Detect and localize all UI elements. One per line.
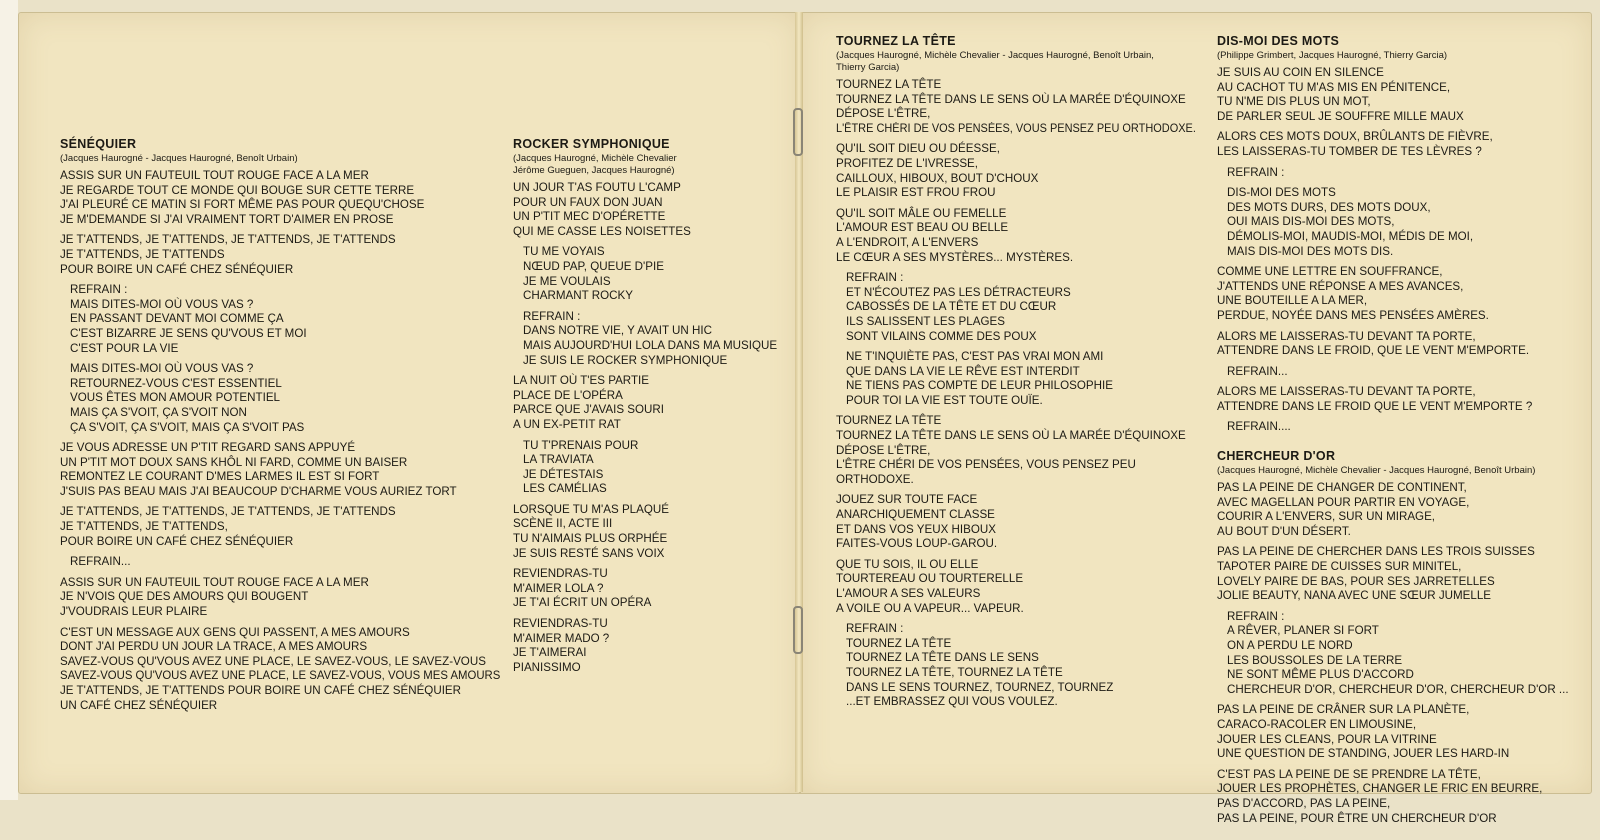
lyrics-column-rocker-symphonique: [513, 137, 778, 689]
lyric-line: DÉPOSE L'ÊTRE,: [836, 443, 931, 457]
stanza: [1217, 66, 1587, 124]
stanza: [1217, 768, 1587, 826]
lyric-line: NŒUD PAP, QUEUE D'PIE: [523, 259, 664, 273]
lyric-line: JOUEZ SUR TOUTE FACE: [836, 493, 978, 507]
lyric-line: MAIS ÇA S'VOIT, ÇA S'VOIT NON: [70, 405, 247, 419]
lyric-line: TOURNEZ LA TÊTE DANS LE SENS OÙ LA MARÉE D'ÉQUINOXE: [836, 92, 1186, 106]
stanza: [836, 414, 1196, 487]
lyric-line: UN P'TIT MEC D'OPÉRETTE: [513, 210, 666, 224]
lyric-line: JE DÉTESTAIS: [523, 467, 604, 481]
stanza: [1217, 365, 1587, 380]
lyric-line: PIANISSIMO: [513, 660, 581, 674]
lyric-line: REFRAIN :: [1227, 165, 1285, 179]
lyric-line: TU N'AIMAIS PLUS ORPHÉE: [513, 532, 668, 546]
credit-line: (Jacques Haurogné, Michèle Chevalier - Jacques Haurogné, Benoît Urbain,: [836, 50, 1154, 61]
lyric-line: TU N'ME DIS PLUS UN MOT,: [1217, 95, 1371, 109]
lyric-line: AU BOUT D'UN DÉSERT.: [1217, 524, 1351, 538]
song-credits: [60, 153, 500, 165]
scan-edge: [0, 0, 18, 800]
stanza: [836, 493, 1196, 551]
lyric-line: REMONTEZ LE COURANT D'MES LARMES IL EST SI FORT: [60, 470, 380, 484]
lyric-line: LA TRAVIATA: [523, 453, 594, 467]
lyric-line: JE T'ATTENDS, JE T'ATTENDS,: [60, 520, 228, 534]
lyric-line: JE T'AIMERAI: [513, 646, 587, 660]
lyric-line: LORSQUE TU M'AS PLAQUÉ: [513, 502, 669, 516]
lyric-line: PAS LA PEINE DE CHANGER DE CONTINENT,: [1217, 481, 1467, 495]
lyrics-column-senequier: [60, 137, 500, 727]
lyric-line: L'AMOUR A SES VALEURS: [836, 587, 981, 600]
stanza: [60, 441, 500, 499]
stanza: [1217, 330, 1587, 359]
credit-line: Jérôme Gueguen, Jacques Haurogné): [513, 165, 675, 176]
lyric-line: M'AIMER LOLA ?: [513, 581, 604, 595]
lyric-line: REFRAIN...: [1227, 364, 1288, 378]
lyric-line: ON A PERDU LE NORD: [1227, 639, 1353, 652]
lyric-line: DANS NOTRE VIE, Y AVAIT UN HIC: [523, 324, 712, 338]
lyric-line: REFRAIN :: [523, 309, 581, 323]
credit-line: (Jacques Haurogné - Jacques Haurogné, Benoît Urbain): [60, 153, 298, 164]
stanza: [1217, 265, 1587, 323]
lyric-line: LES BOUSSOLES DE LA TERRE: [1227, 653, 1403, 667]
lyric-line: PARCE QUE J'AVAIS SOURI: [513, 403, 665, 417]
stanza: [513, 310, 778, 368]
lyric-line: JE T'ATTENDS, JE T'ATTENDS, JE T'ATTENDS, JE T'ATTENDS: [60, 233, 396, 247]
stanza: [513, 245, 778, 303]
stanza: [1217, 481, 1587, 539]
lyric-line: JE REGARDE TOUT CE MONDE QUI BOUGE SUR CETTE TERRE: [60, 183, 415, 197]
stanza: [60, 576, 500, 620]
song-block: [513, 137, 778, 675]
lyric-line: J'ATTENDS UNE RÉPONSE A MES AVANCES,: [1217, 279, 1464, 293]
lyric-line: C'EST POUR LA VIE: [70, 341, 179, 355]
lyric-line: REVIENDRAS-TU: [513, 567, 608, 581]
lyrics-column-dis-moi-chercheur: [1217, 34, 1587, 840]
lyric-line: LOVELY PAIRE DE BAS, POUR SES JARRETELLES: [1217, 574, 1495, 588]
lyric-line: DÉMOLIS-MOI, MAUDIS-MOI, MÉDIS DE MOI,: [1227, 229, 1474, 243]
lyric-line: JOLIE BEAUTY, NANA AVEC UNE SŒUR JUMELLE: [1217, 589, 1492, 603]
lyric-line: JE SUIS RESTÉ SANS VOIX: [513, 546, 665, 560]
lyric-line: ASSIS SUR UN FAUTEUIL TOUT ROUGE FACE A LA MER: [60, 169, 369, 182]
lyric-line: POUR TOI LA VIE EST TOUTE OUÏE.: [846, 393, 1043, 407]
lyric-line: UN JOUR T'AS FOUTU L'CAMP: [513, 181, 681, 194]
stanza: [513, 374, 778, 432]
lyric-line: OUI MAIS DIS-MOI DES MOTS,: [1227, 215, 1395, 229]
lyric-line: DES MOTS DURS, DES MOTS DOUX,: [1227, 200, 1431, 214]
lyric-line: EN PASSANT DEVANT MOI COMME ÇA: [70, 312, 284, 326]
lyric-line: ORTHODOXE.: [836, 472, 914, 486]
lyric-line: COURIR A L'ENVERS, SUR UN MIRAGE,: [1217, 510, 1436, 524]
lyric-line: SONT VILAINS COMME DES POUX: [846, 329, 1037, 343]
lyric-line: TAPOTER PAIRE DE CUISSES SUR MINITEL,: [1217, 560, 1462, 574]
lyric-line: UN P'TIT MOT DOUX SANS KHÔL NI FARD, COMME UN BAISER: [60, 455, 408, 469]
stanza: [836, 622, 1196, 710]
lyric-line: J'VOUDRAIS LEUR PLAIRE: [60, 605, 208, 619]
stanza: [513, 181, 778, 239]
lyric-line: TOURNEZ LA TÊTE DANS LE SENS OÙ LA MARÉE D'ÉQUINOXE: [836, 429, 1186, 443]
credit-line: (Jacques Haurogné, Michèle Chevalier: [513, 153, 677, 164]
lyric-line: CABOSSÉS DE LA TÊTE ET DU CŒUR: [846, 300, 1057, 314]
stanza: [836, 350, 1196, 408]
lyric-line: UNE QUESTION DE STANDING, JOUER LES HARD-IN: [1217, 747, 1510, 761]
lyric-line: ILS SALISSENT LES PLAGES: [846, 314, 1005, 328]
lyric-line: L'ÊTRE CHÉRI DE VOS PENSÉES, VOUS PENSEZ PEU ORTHODOXE.: [836, 121, 1196, 135]
stanza: [60, 362, 500, 435]
lyric-line: REFRAIN :: [846, 271, 904, 285]
lyric-line: J'SUIS PAS BEAU MAIS J'AI BEAUCOUP D'CHARME VOUS AURIEZ TORT: [60, 484, 457, 498]
lyric-line: POUR BOIRE UN CAFÉ CHEZ SÉNÉQUIER: [60, 534, 294, 548]
song-credits: [836, 50, 1196, 74]
stanza: [60, 283, 500, 356]
lyric-line: MAIS DIS-MOI DES MOTS DIS.: [1227, 244, 1394, 258]
lyric-line: JE SUIS LE ROCKER SYMPHONIQUE: [523, 353, 728, 367]
lyric-line: QU'IL SOIT MÂLE OU FEMELLE: [836, 206, 1007, 220]
song-credits: [1217, 50, 1587, 62]
lyric-line: ATTENDRE DANS LE FROID, QUE LE VENT M'EMPORTE.: [1217, 344, 1530, 358]
lyric-line: QUE TU SOIS, IL OU ELLE: [836, 557, 979, 571]
lyric-line: SAVEZ-VOUS QU'VOUS AVEZ UNE PLACE, LE SAVEZ-VOUS, VOUS MES AMOURS: [60, 669, 501, 683]
credit-line: (Jacques Haurogné, Michèle Chevalier - Jacques Haurogné, Benoît Urbain): [1217, 465, 1536, 477]
lyric-line: ET N'ÉCOUTEZ PAS LES DÉTRACTEURS: [846, 285, 1071, 299]
lyric-line: ANARCHIQUEMENT CLASSE: [836, 508, 995, 522]
stanza: [836, 271, 1196, 344]
lyric-line: A UN EX-PETIT RAT: [513, 417, 621, 431]
lyric-line: AU CACHOT TU M'AS MIS EN PÉNITENCE,: [1217, 80, 1451, 94]
stanza: [836, 78, 1196, 136]
lyric-line: PERDUE, NOYÉE DANS MES PENSÉES AMÈRES.: [1217, 308, 1489, 322]
lyric-line: JE VOUS ADRESSE UN P'TIT REGARD SANS APPUYÉ: [60, 441, 356, 455]
stanza: [513, 503, 778, 561]
stanza: [60, 169, 500, 227]
song-title: SÉNÉQUIER: [60, 137, 137, 151]
lyric-line: JOUER LES PROPHÈTES, CHANGER LE FRIC EN BEURRE,: [1217, 782, 1543, 796]
stanza: [513, 439, 778, 497]
lyric-line: PLACE DE L'OPÉRA: [513, 388, 623, 402]
lyric-line: PAS D'ACCORD, PAS LA PEINE,: [1217, 796, 1391, 810]
lyric-line: CAILLOUX, HIBOUX, BOUT D'CHOUX: [836, 171, 1039, 185]
lyric-line: DÉPOSE L'ÊTRE,: [836, 107, 931, 121]
lyric-line: REFRAIN :: [846, 622, 904, 636]
lyric-line: REFRAIN :: [1227, 609, 1285, 623]
lyric-line: SAVEZ-VOUS QU'VOUS AVEZ UNE PLACE, LE SAVEZ-VOUS, LE SAVEZ-VOUS: [60, 654, 486, 668]
lyric-line: PAS LA PEINE DE CHERCHER DANS LES TROIS SUISSES: [1217, 545, 1535, 559]
stanza: [1217, 545, 1587, 603]
lyric-line: REFRAIN :: [70, 283, 128, 297]
stanza: [1217, 186, 1587, 259]
song-title: TOURNEZ LA TÊTE: [836, 34, 956, 48]
lyric-line: REVIENDRAS-TU: [513, 617, 608, 631]
lyric-line: DE PARLER SEUL JE SOUFFRE MILLE MAUX: [1217, 109, 1464, 123]
song-block: [1217, 34, 1587, 435]
stanza: [1217, 420, 1587, 435]
lyric-line: POUR BOIRE UN CAFÉ CHEZ SÉNÉQUIER: [60, 262, 294, 276]
lyric-line: JE T'ATTENDS, JE T'ATTENDS, JE T'ATTENDS, JE T'ATTENDS: [60, 505, 396, 519]
stanza: [1217, 703, 1587, 761]
lyric-line: C'EST BIZARRE JE SENS QU'VOUS ET MOI: [70, 326, 307, 340]
lyric-line: REFRAIN....: [1227, 420, 1291, 434]
song-credits: [513, 153, 778, 177]
stanza: [60, 505, 500, 549]
stanza: [1217, 130, 1587, 159]
lyric-line: DANS LE SENS TOURNEZ, TOURNEZ, TOURNEZ: [846, 680, 1114, 694]
lyric-line: TOURNEZ LA TÊTE: [836, 78, 942, 91]
lyric-line: JE ME VOULAIS: [523, 274, 611, 288]
lyric-line: TOURTEREAU OU TOURTERELLE: [836, 572, 1024, 586]
lyric-line: ATTENDRE DANS LE FROID QUE LE VENT M'EMPORTE ?: [1217, 399, 1533, 413]
lyric-line: L'ÊTRE CHÉRI DE VOS PENSÉES, VOUS PENSEZ PEU: [836, 458, 1136, 472]
lyric-line: SCÈNE II, ACTE III: [513, 517, 613, 531]
lyric-line: LE CŒUR A SES MYSTÈRES... MYSTÈRES.: [836, 250, 1074, 264]
lyric-line: LE PLAISIR EST FROU FROU: [836, 186, 996, 200]
lyric-line: COMME UNE LETTRE EN SOUFFRANCE,: [1217, 265, 1443, 279]
lyric-line: MAIS DITES-MOI OÙ VOUS VAS ?: [70, 362, 254, 376]
lyric-line: ALORS ME LAISSERAS-TU DEVANT TA PORTE,: [1217, 329, 1476, 343]
lyric-line: JE SUIS AU COIN EN SILENCE: [1217, 66, 1384, 79]
lyric-line: PAS LA PEINE, POUR ÊTRE UN CHERCHEUR D'OR: [1217, 811, 1497, 825]
lyric-line: NE TIENS PAS COMPTE DE LEUR PHILOSOPHIE: [846, 379, 1113, 393]
stanza: [1217, 385, 1587, 414]
lyric-line: ET DANS VOS YEUX HIBOUX: [836, 522, 996, 536]
stanza: [513, 617, 778, 675]
lyric-line: FAITES-VOUS LOUP-GAROU.: [836, 537, 998, 551]
lyric-line: NE SONT MÊME PLUS D'ACCORD: [1227, 668, 1414, 682]
lyric-line: JE M'DEMANDE SI J'AI VRAIMENT TORT D'AIMER EN PROSE: [60, 212, 394, 226]
lyric-line: A RÊVER, PLANER SI FORT: [1227, 624, 1379, 638]
lyric-line: JE T'ATTENDS, JE T'ATTENDS: [60, 247, 225, 261]
stanza: [60, 626, 500, 714]
lyric-line: JE T'ATTENDS, JE T'ATTENDS POUR BOIRE UN CAFÉ CHEZ SÉNÉQUIER: [60, 684, 462, 697]
song-title: DIS-MOI DES MOTS: [1217, 34, 1340, 48]
lyric-line: ...ET EMBRASSEZ QUI VOUS VOULEZ.: [846, 695, 1058, 709]
lyric-line: TOURNEZ LA TÊTE DANS LE SENS: [846, 651, 1039, 665]
lyric-line: DIS-MOI DES MOTS: [1227, 186, 1336, 200]
stanza: [513, 567, 778, 611]
credit-line: Thierry Garcia): [836, 62, 900, 73]
lyric-line: RETOURNEZ-VOUS C'EST ESSENTIEL: [70, 376, 282, 390]
lyric-line: A L'ENDROIT, A L'ENVERS: [836, 235, 979, 249]
lyric-line: LES LAISSERAS-TU TOMBER DE TES LÈVRES ?: [1217, 144, 1482, 158]
lyrics-column-tournez-la-tete: [836, 34, 1196, 724]
lyric-line: TU ME VOYAIS: [523, 245, 605, 259]
lyric-line: L'AMOUR EST BEAU OU BELLE: [836, 221, 1009, 235]
lyric-line: UN CAFÉ CHEZ SÉNÉQUIER: [60, 698, 218, 712]
staple-bottom: [793, 606, 803, 654]
lyric-line: LES CAMÉLIAS: [523, 482, 607, 496]
lyric-line: JE T'AI ÉCRIT UN OPÉRA: [513, 596, 652, 610]
lyric-line: PAS LA PEINE DE CRÂNER SUR LA PLANÈTE,: [1217, 703, 1470, 717]
lyric-line: MAIS AUJOURD'HUI LOLA DANS MA MUSIQUE: [523, 338, 778, 352]
lyric-line: QUE DANS LA VIE LE RÊVE EST INTERDIT: [846, 364, 1080, 378]
lyric-line: NE T'INQUIÈTE PAS, C'EST PAS VRAI MON AMI: [846, 350, 1104, 364]
lyric-line: PROFITEZ DE L'IVRESSE,: [836, 156, 979, 170]
lyric-line: ALORS CES MOTS DOUX, BRÛLANTS DE FIÈVRE,: [1217, 130, 1493, 144]
lyric-line: POUR UN FAUX DON JUAN: [513, 195, 663, 209]
lyric-line: QUI ME CASSE LES NOISETTES: [513, 224, 691, 238]
stanza: [836, 207, 1196, 265]
lyric-line: JE N'VOIS QUE DES AMOURS QUI BOUGENT: [60, 590, 309, 604]
lyric-line: MAIS DITES-MOI OÙ VOUS VAS ?: [70, 297, 254, 311]
song-block: [836, 34, 1196, 710]
lyric-line: ASSIS SUR UN FAUTEUIL TOUT ROUGE FACE A LA MER: [60, 575, 369, 589]
stanza: [836, 142, 1196, 200]
stanza: [60, 555, 500, 570]
song-block: [1217, 449, 1587, 826]
lyric-line: VOUS ÊTES MON AMOUR POTENTIEL: [70, 391, 281, 405]
lyric-line: M'AIMER MADO ?: [513, 631, 610, 645]
lyric-line: TU T'PRENAIS POUR: [523, 438, 639, 452]
lyric-line: CARACO-RACOLER EN LIMOUSINE,: [1217, 717, 1417, 731]
song-title: CHERCHEUR D'OR: [1217, 449, 1336, 464]
stanza: [60, 233, 500, 277]
lyric-line: A VOILE OU A VAPEUR... VAPEUR.: [836, 601, 1024, 615]
lyric-line: CHARMANT ROCKY: [523, 289, 633, 303]
lyric-line: UNE BOUTEILLE A LA MER,: [1217, 294, 1368, 308]
lyric-line: CHERCHEUR D'OR, CHERCHEUR D'OR, CHERCHEUR D'OR ...: [1227, 682, 1569, 696]
staple-top: [793, 108, 803, 156]
lyric-line: C'EST UN MESSAGE AUX GENS QUI PASSENT, A MES AMOURS: [60, 625, 410, 639]
stanza: [836, 558, 1196, 616]
lyric-line: C'EST PAS LA PEINE DE SE PRENDRE LA TÊTE,: [1217, 767, 1481, 781]
song-block: [60, 137, 500, 713]
lyric-line: ÇA S'VOIT, ÇA S'VOIT, MAIS ÇA S'VOIT PAS: [70, 420, 305, 434]
lyric-line: TOURNEZ LA TÊTE: [836, 414, 942, 428]
lyric-line: REFRAIN...: [70, 555, 131, 569]
stanza: [1217, 610, 1587, 698]
song-credits: [1217, 465, 1587, 477]
credit-line: (Philippe Grimbert, Jacques Haurogné, Thierry Garcia): [1217, 50, 1448, 61]
lyric-line: DONT J'AI PERDU UN JOUR LA TRACE, A MES AMOURS: [60, 640, 368, 654]
lyric-line: AVEC MAGELLAN POUR PARTIR EN VOYAGE,: [1217, 495, 1470, 509]
lyric-line: JOUER LES CLEANS, POUR LA VITRINE: [1217, 732, 1437, 746]
lyric-line: ALORS ME LAISSERAS-TU DEVANT TA PORTE,: [1217, 385, 1476, 399]
lyric-line: J'AI PLEURÉ CE MATIN SI FORT MÊME PAS POUR QUEQU'CHOSE: [60, 198, 425, 212]
lyric-line: LA NUIT OÙ T'ES PARTIE: [513, 374, 650, 388]
lyric-line: TOURNEZ LA TÊTE, TOURNEZ LA TÊTE: [846, 665, 1063, 679]
song-title: ROCKER SYMPHONIQUE: [513, 137, 670, 151]
stanza: [1217, 166, 1587, 181]
lyric-line: QU'IL SOIT DIEU OU DÉESSE,: [836, 142, 1000, 156]
lyric-line: TOURNEZ LA TÊTE: [846, 636, 952, 650]
